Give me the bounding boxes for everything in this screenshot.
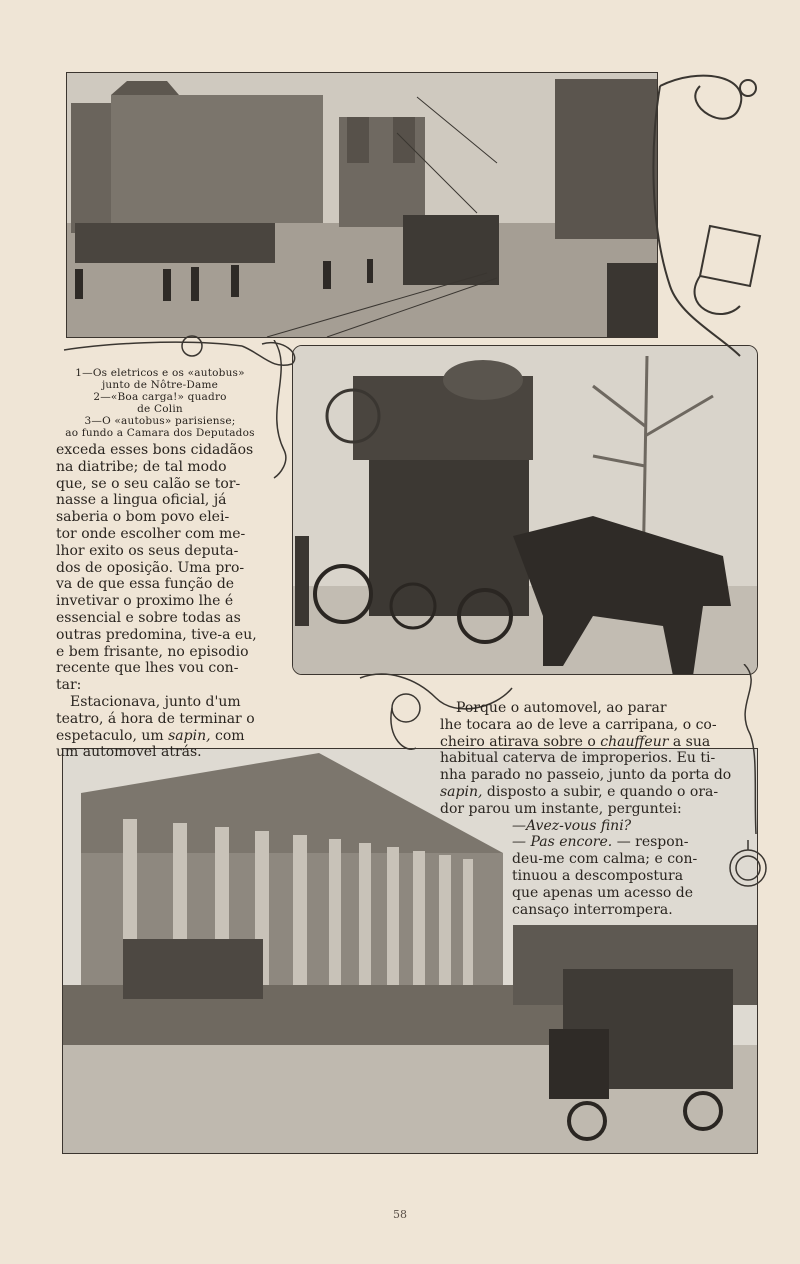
right-line-6b: disposto a subir, e quando o ora-	[486, 783, 719, 800]
left-line-15: tar:	[56, 677, 82, 694]
right-text-column	[440, 700, 738, 918]
left-line-4: nasse a lingua oficial, já	[56, 492, 227, 509]
right-line-3a: cheiro atirava sobre o	[440, 733, 596, 750]
left-line-11: essencial e sobre todas as	[56, 609, 241, 626]
left-p2-line-3	[56, 728, 260, 745]
left-p2-line-3a: espetaculo, um	[56, 727, 164, 744]
dialogue-question	[440, 818, 738, 835]
right-line-1: Porque o automovel, ao parar	[456, 700, 667, 716]
left-line-2: na diatribe; de tal modo	[56, 458, 227, 475]
left-p2-line-1: Estacionava, junto d'um	[70, 693, 241, 710]
dialogue-answer-rest: — respon-	[616, 834, 689, 851]
right-line-11: tinuou a descompostura	[512, 867, 684, 884]
right-line-12: que apenas um acesso de	[512, 884, 694, 901]
left-line-5: saberia o bom povo elei-	[56, 509, 230, 526]
dialogue-question-text: —Avez-vous fini?	[512, 817, 632, 834]
right-line-10: deu-me com calma; e con-	[512, 851, 698, 868]
left-line-13: e bem frisante, no episodio	[56, 643, 249, 660]
caption-line-3: 2—«Boa carga!» quadro	[93, 391, 227, 403]
left-p2-line-3c: com	[215, 727, 245, 744]
photo-carriage-boa-carga	[292, 345, 758, 675]
left-line-1: exceda esses bons cidadãos	[56, 442, 254, 458]
right-line-2: lhe tocara ao de leve a carripana, o co-	[440, 716, 717, 733]
right-line-6	[440, 784, 738, 801]
left-p2-line-4: um automovel atrás.	[56, 744, 202, 761]
left-p2-line-2: teatro, á hora de terminar o	[56, 710, 255, 727]
caption-line-6: ao fundo a Camara dos Deputados	[65, 427, 255, 439]
left-line-9: va de que essa função de	[56, 576, 235, 593]
left-line-3: que, se o seu calão se tor-	[56, 475, 241, 492]
caption-line-4: de Colin	[137, 403, 183, 415]
right-line-3c: a sua	[672, 733, 711, 750]
page-number: 58	[393, 1208, 407, 1221]
right-line-5: nha parado no passeio, junto da porta do	[440, 767, 732, 784]
left-line-10: invetivar o proximo lhe é	[56, 593, 234, 610]
left-line-6: tor onde escolher com me-	[56, 525, 246, 542]
caption-line-1: 1—Os eletricos e os «autobus»	[75, 367, 245, 379]
caption-line-2: junto de Nôtre-Dame	[101, 379, 219, 391]
word-sapin: sapin,	[168, 727, 211, 744]
decorative-flourish-hat-gloves	[640, 66, 770, 366]
photo-notre-dame-street	[66, 72, 658, 338]
right-line-13: cansaço interrompera.	[512, 901, 673, 918]
dialogue-answer-text: — Pas encore.	[512, 834, 613, 851]
left-line-8: dos de oposição. Uma pro-	[56, 559, 245, 576]
decorative-vine-left	[264, 340, 294, 480]
right-line-7: dor parou um instante, perguntei:	[440, 800, 682, 817]
left-line-7: lhor exito os seus deputa-	[56, 542, 239, 559]
word-chauffeur: chauffeur	[600, 733, 669, 750]
left-line-14: recente que lhes vou con-	[56, 660, 239, 677]
left-text-column	[56, 442, 260, 761]
word-sapin-2: sapin,	[440, 783, 483, 800]
right-line-4: habitual caterva de improperios. Eu ti-	[440, 750, 716, 767]
figure-caption	[56, 367, 264, 439]
left-line-12: outras predomina, tive-a eu,	[56, 626, 257, 643]
right-line-3	[440, 734, 738, 751]
caption-line-5: 3—O «autobus» parisiense;	[84, 415, 236, 427]
dialogue-answer	[440, 834, 738, 851]
